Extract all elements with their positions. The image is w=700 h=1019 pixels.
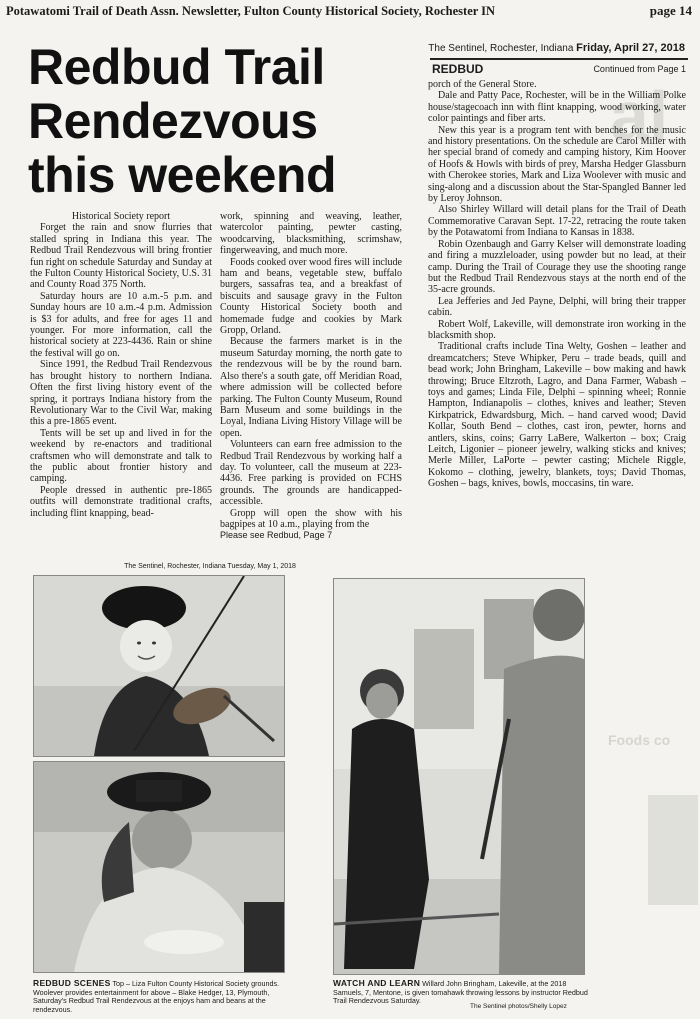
article-column-2 xyxy=(220,211,402,540)
continued-on-note: Please see Redbud, Page 7 xyxy=(220,530,333,541)
caption-redbud-scenes xyxy=(33,978,288,1014)
paragraph: People dressed in authentic pre-1865 outfits will demonstrate traditional crafts, including flint knapping, bead- xyxy=(30,484,212,519)
paragraph: Forget the rain and snow flurries that stalled spring in Indiana this year. The Redbud Trail Rendezvous will bring frontier fun right on schedule Saturday and Sunday at the Fulton County Historical Society, U.S. 31 and County Road 375 North. xyxy=(30,222,212,291)
article-column-3 xyxy=(428,79,686,490)
paragraph: Tents will be set up and lived in for the weekend by re-enactors and traditional craftsmen who will demonstrate and talk to the public about frontier history and camping. xyxy=(30,427,212,485)
continued-note: Continued from Page 1 xyxy=(593,64,686,74)
byline: Historical Society report xyxy=(71,211,171,222)
paragraph: New this year is a program tent with benches for the music and history presentations. On the schedule are Carol Miller with her special brand of comedy and camping history, Kim Hoover of Hoofs & Howls with birds of prey, Marsha Hedger Glassburn with Cherokee stories, Mark and Liza Woolever with music and sing-along and a discussion about the Star-Spangled Banner led by Leroy Johnson. xyxy=(428,124,686,205)
svg-text:al: al xyxy=(610,77,669,155)
continued-banner xyxy=(430,58,688,76)
newsletter-header xyxy=(6,2,694,20)
paragraph: Robert Wolf, Lakeville, will demonstrate iron working in the blacksmith shop. xyxy=(428,318,686,341)
svg-text:Foods co: Foods co xyxy=(608,732,671,748)
paragraph: Volunteers can earn free admission to the Redbud Trail Rendezvous by working half a day. To volunteer, call the museum at 223-4436. Free parking is provided on FCHS grounds. The grounds are handicapped-accessible. xyxy=(220,439,402,508)
photo-boy-eating xyxy=(33,761,285,973)
paragraph: Lea Jefferies and Jed Payne, Delphi, will bring their trapper cabin. xyxy=(428,295,686,319)
paper-name: The Sentinel, Rochester, Indiana xyxy=(428,43,574,54)
photo-credit: The Sentinel photos/Shelly Lopez xyxy=(470,1003,567,1010)
paragraph: Saturday hours are 10 a.m.-5 p.m. and Sunday hours are 10 a.m.-4 p.m. Admission is $3 for adults, and free for ages 11 and younger. For more information, call the historical society at 223-4436. Rain or shine the festival will go on. xyxy=(30,290,212,359)
paragraph: Foods cooked over wood fires will include ham and beans, vegetable stew, buffalo burgers, sassafras tea, and a breakfast of biscuits and sausage gravy in the Fulton County Historical Society booth and homemade fudge and cookies by Mark Gropp, Orland. xyxy=(220,256,402,337)
caption-title: WATCH AND LEARN xyxy=(333,978,421,988)
photo-tomahawk-lesson xyxy=(333,578,585,975)
caption-text: Willard John Bringham, Lakeville, at the 2018 Samuels, 7, Mentone, is given tomahawk throwing lessons by instructor Redbud Trail Rendezvous Saturday. xyxy=(333,979,588,1006)
paragraph: Traditional crafts include Tina Welty, Goshen – leather and dreamcatchers; Steve Whipker, Peru – trade beads, quill and bead work; John Bringham, Lakeville – bow making and hawk throwing; Bruce Eltzroth, Lagro, and Dana Farmer, Wabash – toys and games; Linda File, Delphi – spinning wheel; Ronnie Hampton, Indianapolis – clothes, knives and leather; Steven Kirkpatrick, Edwardsburg, Mich. – hand carved wood; David Kollar, South Bend – clothes, cast iron, pewter, horns and antlers, skins, coins; Garry LaBere, Walkerton – box; Craig Leitch, Ligonier – pioneer jewelry, walking sticks and knives; Merle Miller, LaPorte – pewter casting; Michele Riggle, Kokomo – clothing, jewelry, blankets, toys; David Thomas, Goshen – bags, knives, bowls, moccasins, tin ware. xyxy=(428,341,686,490)
paragraph: porch of the General Store. xyxy=(428,79,537,90)
dateline xyxy=(425,42,685,54)
continued-keyword: REDBUD xyxy=(432,62,484,76)
paragraph: Since 1991, the Redbud Trail Rendezvous has brought history to northern Indiana. Often the first living history event of the spring, it portrays Indiana history from the Revolutionary War to the Civil War, making this a pre-1865 event. xyxy=(30,359,212,428)
caption-text: Top – Liza Fulton County Historical Society grounds. Woolever provides entertainment for above – Blake Hedger, 13, Plymouth, Saturday's Redbud Trail Rendezvous at the enjoys ham and beans at the rendezvous. xyxy=(33,979,280,1014)
newsletter-title: Potawatomi Trail of Death Assn. Newsletter, Fulton County Historical Society, Rochester IN xyxy=(6,4,496,18)
second-dateline: The Sentinel, Rochester, Indiana Tuesday, May 1, 2018 xyxy=(124,563,296,570)
caption-watch-and-learn xyxy=(333,978,588,1006)
paragraph: Dale and Patty Pace, Rochester, will be in the William Polke house/stagecoach inn with flint knapping, wood working, water color paintings and fiber arts. xyxy=(428,90,686,125)
photo-fiddler xyxy=(33,575,285,757)
article-column-1 xyxy=(30,211,212,519)
publish-date: Friday, April 27, 2018 xyxy=(576,42,685,54)
paragraph: Robin Ozenbaugh and Garry Kelser will demonstrate loading and firing a muzzleloader, using powder but no lead, at their camp. During the Trail of Courage they use the shooting range but the Redbud Trail Rendezvous stays at the north end of the 35-acre grounds. xyxy=(428,238,686,296)
paragraph: Gropp will open the show with his bagpipes at 10 a.m., playing from the xyxy=(220,507,402,530)
paragraph: Also Shirley Willard will detail plans for the Trail of Death Commemorative Caravan Sept. 17-22, retracing the route taken by the Potawatomi from Indiana to Kansas in 1838. xyxy=(428,204,686,239)
paragraph: Because the farmers market is in the museum Saturday morning, the north gate to the rendezvous will be by the round barn. Also there's a south gate, off Meridian Road, where admission will be collected before parking. The Fulton County Museum, Round Barn Museum and some buildings in the Loyal, Indiana Living History Village will be open. xyxy=(220,336,402,439)
page-number: page 14 xyxy=(649,3,692,18)
caption-title: REDBUD SCENES xyxy=(33,978,111,988)
headline: Redbud Trail Rendezvous this weekend xyxy=(28,39,336,203)
paragraph: work, spinning and weaving, leather, watercolor painting, pewter casting, woodcarving, blacksmithing, scrimshaw, fingerweaving, and much more. xyxy=(220,211,402,257)
